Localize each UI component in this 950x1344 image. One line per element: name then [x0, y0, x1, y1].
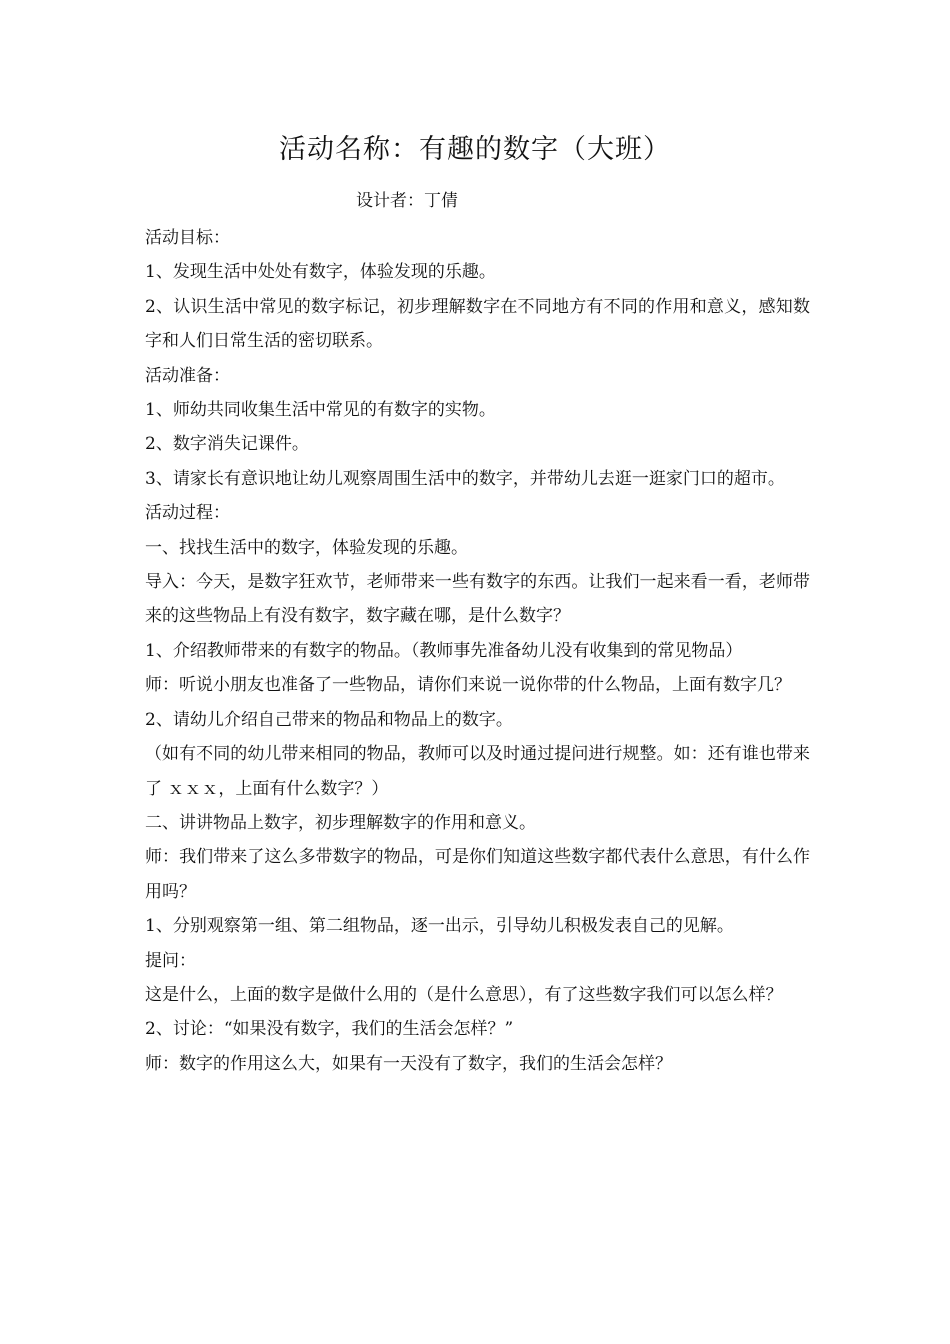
designer-line: 设计者：丁倩 [356, 191, 458, 211]
paragraph: 1、发现生活中处处有数字，体验发现的乐趣。 [145, 262, 496, 283]
paragraph: 3、请家长有意识地让幼儿观察周围生活中的数字，并带幼儿去逛一逛家门口的超市。 [145, 468, 785, 489]
paragraph: 师：听说小朋友也准备了一些物品，请你们来说一说你带的什么物品，上面有数字几？ [145, 675, 791, 696]
document-title: 活动名称：有趣的数字（大班） [279, 134, 671, 165]
paragraph: 师：我们带来了这么多带数字的物品，可是你们知道这些数字都代表什么意思，有什么作用吗？ [145, 847, 810, 902]
paragraph: 师：数字的作用这么大，如果有一天没有了数字，我们的生活会怎样？ [145, 1053, 672, 1074]
paragraph: 1、介绍教师带来的有数字的物品。（教师事先准备幼儿没有收集到的常见物品） [145, 640, 743, 661]
paragraph: （如有不同的幼儿带来相同的物品，教师可以及时通过提问进行规整。如：还有谁也带来了 ｘｘｘ，上面有什么数字？） [145, 744, 810, 799]
paragraph: 这是什么，上面的数字是做什么用的（是什么意思），有了这些数字我们可以怎么样？ [145, 984, 783, 1005]
paragraph: 2、讨论：“如果没有数字，我们的生活会怎样？” [145, 1019, 514, 1040]
document-body [145, 221, 810, 1081]
paragraph: 1、师幼共同收集生活中常见的有数字的实物。 [145, 400, 496, 421]
paragraph: 提问： [145, 950, 196, 971]
paragraph: 一、找找生活中的数字，体验发现的乐趣。 [145, 537, 468, 558]
paragraph: 2、认识生活中常见的数字标记，初步理解数字在不同地方有不同的作用和意义，感知数字和人们日常生活的密切联系。 [145, 296, 810, 352]
section-heading-goals: 活动目标： [145, 228, 230, 248]
paragraph: 2、数字消失记课件。 [145, 434, 309, 455]
paragraph: 二、讲讲物品上数字，初步理解数字的作用和意义。 [145, 812, 536, 833]
paragraph: 1、分别观察第一组、第二组物品，逐一出示，引导幼儿积极发表自己的见解。 [145, 916, 734, 937]
paragraph: 导入：今天，是数字狂欢节，老师带来一些有数字的东西。让我们一起来看一看，老师带来的这些物品上有没有数字，数字藏在哪，是什么数字？ [145, 572, 810, 627]
section-heading-process: 活动过程： [145, 503, 230, 524]
section-heading-preparation: 活动准备： [145, 365, 230, 386]
paragraph: 2、请幼儿介绍自己带来的物品和物品上的数字。 [145, 709, 513, 730]
